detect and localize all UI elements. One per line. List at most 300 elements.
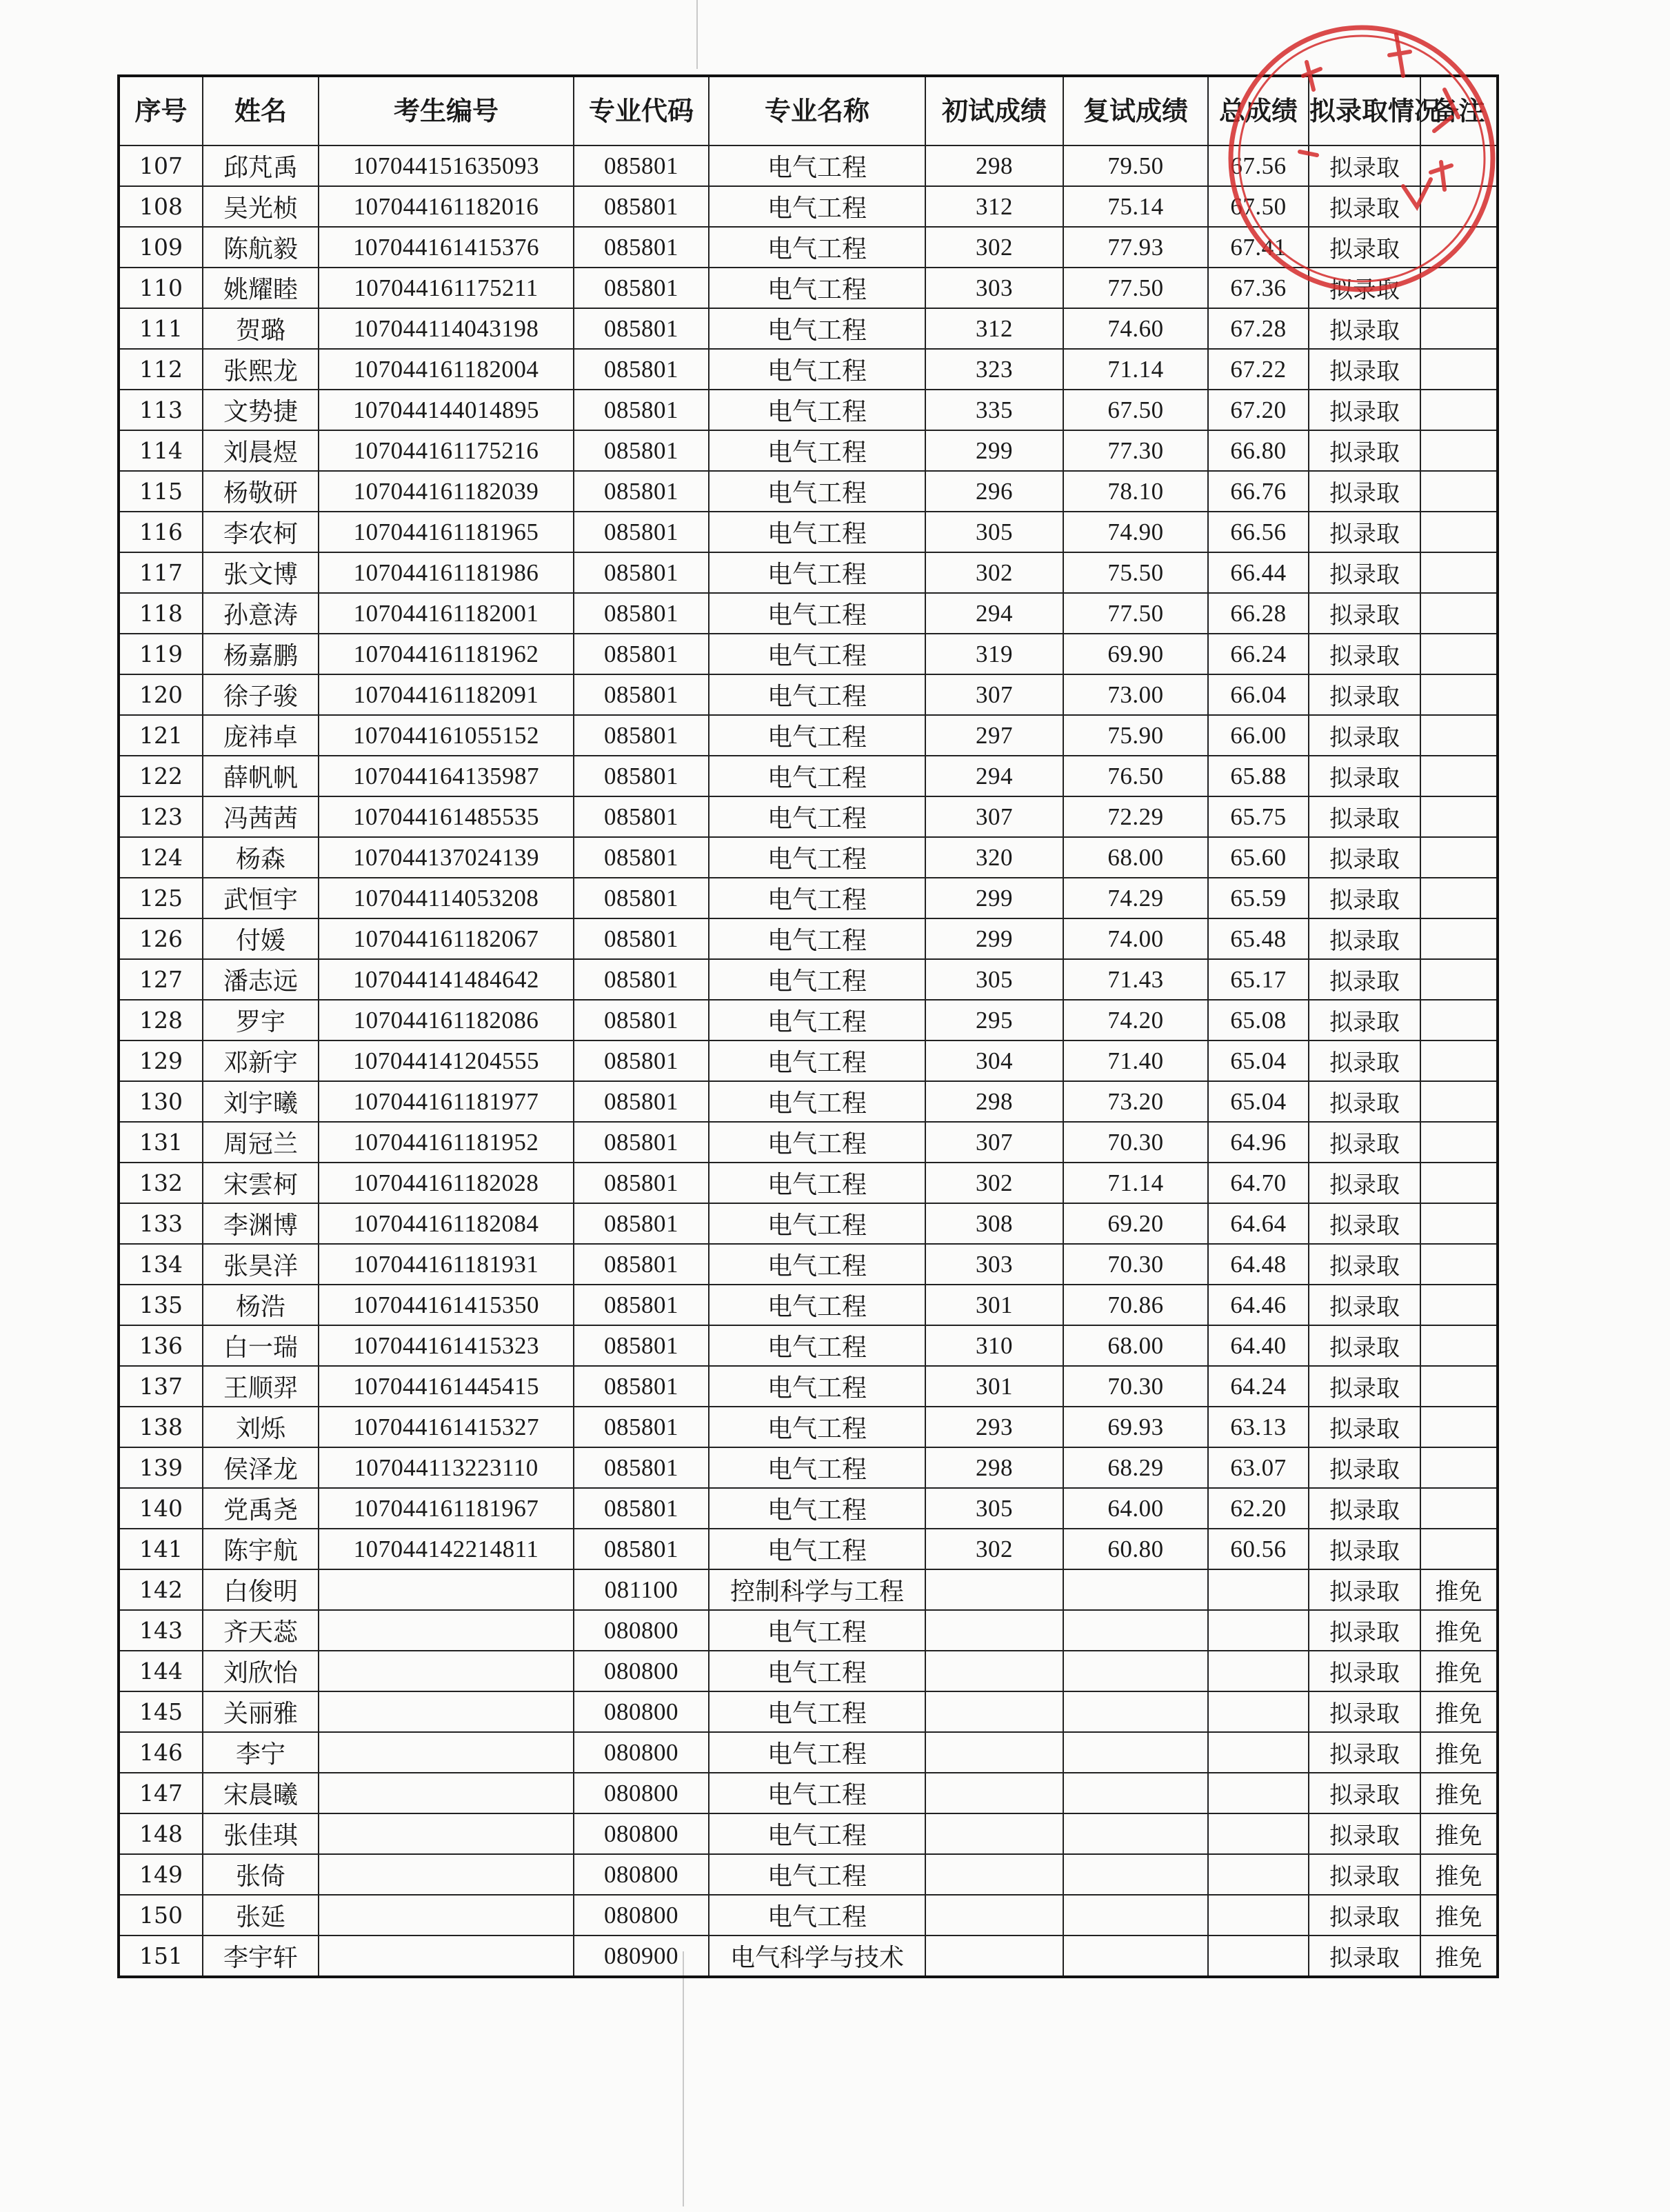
cell-admission-status: 拟录取	[1309, 1122, 1420, 1163]
cell-seq: 149	[119, 1854, 203, 1895]
cell-remarks	[1420, 878, 1498, 918]
cell-remarks	[1420, 1040, 1498, 1081]
cell-seq: 122	[119, 756, 203, 796]
cell-major-name: 电气工程	[709, 796, 925, 837]
cell-retest-score	[1063, 1651, 1208, 1691]
cell-total-score: 64.96	[1208, 1122, 1309, 1163]
cell-initial-score: 305	[925, 512, 1063, 552]
header-exam-id: 考生编号	[319, 76, 574, 145]
cell-major-code: 085801	[574, 674, 709, 715]
cell-total-score: 62.20	[1208, 1488, 1309, 1529]
cell-name: 付媛	[203, 918, 319, 959]
cell-name: 薛帆帆	[203, 756, 319, 796]
cell-admission-status: 拟录取	[1309, 1569, 1420, 1610]
cell-name: 王顺羿	[203, 1366, 319, 1407]
cell-major-code: 085801	[574, 1203, 709, 1244]
cell-major-name: 电气工程	[709, 512, 925, 552]
cell-remarks: 推免	[1420, 1813, 1498, 1854]
cell-seq: 121	[119, 715, 203, 756]
cell-initial-score: 307	[925, 796, 1063, 837]
cell-remarks	[1420, 1285, 1498, 1325]
cell-major-name: 电气工程	[709, 1488, 925, 1529]
cell-total-score: 66.24	[1208, 634, 1309, 674]
cell-exam-id: 107044151635093	[319, 145, 574, 186]
cell-major-code: 085801	[574, 1040, 709, 1081]
cell-exam-id: 107044141204555	[319, 1040, 574, 1081]
cell-major-code: 085801	[574, 268, 709, 308]
cell-remarks	[1420, 227, 1498, 268]
cell-retest-score	[1063, 1813, 1208, 1854]
cell-major-name: 电气工程	[709, 1813, 925, 1854]
cell-exam-id: 107044161055152	[319, 715, 574, 756]
cell-remarks: 推免	[1420, 1732, 1498, 1773]
cell-major-name: 电气工程	[709, 756, 925, 796]
cell-total-score	[1208, 1854, 1309, 1895]
cell-name: 武恒宇	[203, 878, 319, 918]
scan-fold-line-bottom	[683, 1951, 684, 2206]
cell-name: 张延	[203, 1895, 319, 1936]
cell-major-code: 085801	[574, 837, 709, 878]
cell-remarks	[1420, 756, 1498, 796]
cell-remarks	[1420, 186, 1498, 227]
cell-retest-score: 68.00	[1063, 1325, 1208, 1366]
cell-retest-score	[1063, 1569, 1208, 1610]
cell-initial-score	[925, 1936, 1063, 1977]
table-row	[119, 1325, 1498, 1366]
table-row	[119, 1040, 1498, 1081]
cell-major-name: 电气工程	[709, 1854, 925, 1895]
cell-major-name: 电气工程	[709, 1407, 925, 1447]
cell-major-name: 电气工程	[709, 1285, 925, 1325]
cell-admission-status: 拟录取	[1309, 1000, 1420, 1040]
cell-major-name: 电气工程	[709, 918, 925, 959]
cell-major-code: 085801	[574, 593, 709, 634]
table-row	[119, 430, 1498, 471]
cell-major-code: 085801	[574, 471, 709, 512]
cell-seq: 124	[119, 837, 203, 878]
cell-initial-score: 312	[925, 186, 1063, 227]
cell-remarks	[1420, 512, 1498, 552]
cell-name: 庞祎卓	[203, 715, 319, 756]
table-row	[119, 1529, 1498, 1569]
admission-table	[117, 74, 1499, 1978]
cell-retest-score: 77.30	[1063, 430, 1208, 471]
cell-initial-score: 302	[925, 1163, 1063, 1203]
cell-name: 张文博	[203, 552, 319, 593]
cell-major-code: 085801	[574, 390, 709, 430]
cell-major-name: 电气工程	[709, 1366, 925, 1407]
cell-seq: 115	[119, 471, 203, 512]
cell-exam-id	[319, 1854, 574, 1895]
cell-major-name: 电气工程	[709, 1081, 925, 1122]
cell-remarks	[1420, 1447, 1498, 1488]
table-row	[119, 634, 1498, 674]
table-body	[119, 145, 1498, 1977]
header-admission-status: 拟录取情况	[1309, 76, 1420, 145]
cell-admission-status: 拟录取	[1309, 349, 1420, 390]
cell-name: 侯泽龙	[203, 1447, 319, 1488]
cell-major-code: 085801	[574, 1529, 709, 1569]
cell-retest-score: 71.14	[1063, 1163, 1208, 1203]
cell-exam-id	[319, 1732, 574, 1773]
cell-major-name: 电气工程	[709, 878, 925, 918]
cell-admission-status: 拟录取	[1309, 186, 1420, 227]
cell-exam-id	[319, 1813, 574, 1854]
cell-total-score	[1208, 1936, 1309, 1977]
cell-seq: 133	[119, 1203, 203, 1244]
cell-initial-score	[925, 1569, 1063, 1610]
cell-name: 邱芃禹	[203, 145, 319, 186]
table-row	[119, 1122, 1498, 1163]
cell-retest-score: 70.30	[1063, 1244, 1208, 1285]
cell-admission-status: 拟录取	[1309, 471, 1420, 512]
cell-seq: 128	[119, 1000, 203, 1040]
cell-remarks	[1420, 145, 1498, 186]
cell-exam-id: 107044161415376	[319, 227, 574, 268]
table-row	[119, 959, 1498, 1000]
cell-exam-id: 107044161175211	[319, 268, 574, 308]
cell-seq: 136	[119, 1325, 203, 1366]
cell-major-code: 080800	[574, 1610, 709, 1651]
cell-seq: 119	[119, 634, 203, 674]
cell-admission-status: 拟录取	[1309, 1529, 1420, 1569]
cell-exam-id: 107044161485535	[319, 796, 574, 837]
cell-remarks	[1420, 1000, 1498, 1040]
cell-major-name: 电气工程	[709, 308, 925, 349]
cell-exam-id: 107044161181965	[319, 512, 574, 552]
cell-major-code: 080800	[574, 1854, 709, 1895]
cell-remarks	[1420, 308, 1498, 349]
cell-major-name: 电气工程	[709, 390, 925, 430]
cell-name: 宋晨曦	[203, 1773, 319, 1813]
cell-remarks	[1420, 715, 1498, 756]
cell-seq: 143	[119, 1610, 203, 1651]
cell-admission-status: 拟录取	[1309, 959, 1420, 1000]
cell-retest-score: 60.80	[1063, 1529, 1208, 1569]
cell-major-code: 085801	[574, 145, 709, 186]
cell-seq: 134	[119, 1244, 203, 1285]
cell-remarks	[1420, 1366, 1498, 1407]
cell-remarks	[1420, 837, 1498, 878]
cell-total-score: 64.40	[1208, 1325, 1309, 1366]
table-row	[119, 1488, 1498, 1529]
cell-major-name: 电气工程	[709, 1447, 925, 1488]
cell-admission-status: 拟录取	[1309, 1691, 1420, 1732]
cell-seq: 126	[119, 918, 203, 959]
cell-major-code: 085801	[574, 715, 709, 756]
cell-initial-score: 294	[925, 756, 1063, 796]
header-major-code: 专业代码	[574, 76, 709, 145]
table-row	[119, 674, 1498, 715]
cell-name: 刘欣怡	[203, 1651, 319, 1691]
table-row	[119, 1407, 1498, 1447]
cell-remarks	[1420, 268, 1498, 308]
cell-total-score: 64.46	[1208, 1285, 1309, 1325]
cell-name: 宋雲柯	[203, 1163, 319, 1203]
cell-name: 刘宇曦	[203, 1081, 319, 1122]
cell-major-name: 电气工程	[709, 837, 925, 878]
cell-name: 张熙龙	[203, 349, 319, 390]
cell-exam-id: 107044161181967	[319, 1488, 574, 1529]
cell-admission-status: 拟录取	[1309, 390, 1420, 430]
cell-retest-score: 64.00	[1063, 1488, 1208, 1529]
cell-seq: 123	[119, 796, 203, 837]
cell-major-code: 080800	[574, 1773, 709, 1813]
table-row	[119, 878, 1498, 918]
cell-admission-status: 拟录取	[1309, 1040, 1420, 1081]
cell-seq: 116	[119, 512, 203, 552]
cell-remarks	[1420, 634, 1498, 674]
cell-major-name: 电气工程	[709, 1325, 925, 1366]
cell-name: 杨森	[203, 837, 319, 878]
cell-initial-score: 295	[925, 1000, 1063, 1040]
cell-retest-score	[1063, 1854, 1208, 1895]
cell-initial-score: 299	[925, 430, 1063, 471]
cell-name: 陈航毅	[203, 227, 319, 268]
cell-major-code: 085801	[574, 430, 709, 471]
cell-remarks: 推免	[1420, 1936, 1498, 1977]
cell-total-score	[1208, 1569, 1309, 1610]
cell-retest-score: 69.90	[1063, 634, 1208, 674]
cell-major-name: 电气工程	[709, 349, 925, 390]
cell-initial-score: 305	[925, 1488, 1063, 1529]
cell-admission-status: 拟录取	[1309, 1813, 1420, 1854]
table-row	[119, 227, 1498, 268]
cell-retest-score: 71.43	[1063, 959, 1208, 1000]
table-row	[119, 1447, 1498, 1488]
table-row	[119, 918, 1498, 959]
cell-initial-score	[925, 1732, 1063, 1773]
cell-remarks	[1420, 1529, 1498, 1569]
cell-retest-score	[1063, 1732, 1208, 1773]
cell-remarks	[1420, 390, 1498, 430]
cell-seq: 129	[119, 1040, 203, 1081]
cell-retest-score: 76.50	[1063, 756, 1208, 796]
cell-name: 贺璐	[203, 308, 319, 349]
cell-remarks	[1420, 430, 1498, 471]
cell-remarks: 推免	[1420, 1651, 1498, 1691]
cell-name: 白俊明	[203, 1569, 319, 1610]
cell-major-name: 电气工程	[709, 1651, 925, 1691]
cell-major-name: 电气工程	[709, 1203, 925, 1244]
cell-major-name: 电气科学与技术	[709, 1936, 925, 1977]
cell-initial-score	[925, 1773, 1063, 1813]
cell-initial-score: 320	[925, 837, 1063, 878]
cell-seq: 108	[119, 186, 203, 227]
cell-initial-score	[925, 1854, 1063, 1895]
cell-name: 刘晨煜	[203, 430, 319, 471]
header-seq: 序号	[119, 76, 203, 145]
cell-major-code: 085801	[574, 1122, 709, 1163]
cell-remarks	[1420, 918, 1498, 959]
cell-exam-id: 107044161182004	[319, 349, 574, 390]
cell-exam-id: 107044161182028	[319, 1163, 574, 1203]
cell-retest-score: 74.29	[1063, 878, 1208, 918]
cell-seq: 138	[119, 1407, 203, 1447]
cell-seq: 132	[119, 1163, 203, 1203]
cell-initial-score: 301	[925, 1285, 1063, 1325]
cell-admission-status: 拟录取	[1309, 634, 1420, 674]
cell-name: 张昊洋	[203, 1244, 319, 1285]
cell-major-name: 电气工程	[709, 1122, 925, 1163]
cell-initial-score: 304	[925, 1040, 1063, 1081]
cell-total-score: 67.41	[1208, 227, 1309, 268]
cell-total-score: 64.64	[1208, 1203, 1309, 1244]
table-row	[119, 1000, 1498, 1040]
table-row	[119, 837, 1498, 878]
cell-retest-score: 73.00	[1063, 674, 1208, 715]
cell-total-score: 64.24	[1208, 1366, 1309, 1407]
cell-exam-id: 107044161182086	[319, 1000, 574, 1040]
cell-major-code: 080800	[574, 1732, 709, 1773]
cell-retest-score: 75.50	[1063, 552, 1208, 593]
cell-total-score	[1208, 1610, 1309, 1651]
cell-initial-score: 294	[925, 593, 1063, 634]
cell-exam-id: 107044161182091	[319, 674, 574, 715]
cell-seq: 150	[119, 1895, 203, 1936]
cell-exam-id: 107044164135987	[319, 756, 574, 796]
table-row	[119, 1203, 1498, 1244]
cell-remarks: 推免	[1420, 1854, 1498, 1895]
table-row	[119, 552, 1498, 593]
cell-total-score: 67.20	[1208, 390, 1309, 430]
cell-major-name: 电气工程	[709, 1529, 925, 1569]
header-name: 姓名	[203, 76, 319, 145]
header-remarks: 备注	[1420, 76, 1498, 145]
cell-total-score: 65.08	[1208, 1000, 1309, 1040]
cell-major-name: 电气工程	[709, 1773, 925, 1813]
cell-retest-score: 74.20	[1063, 1000, 1208, 1040]
table-row	[119, 1610, 1498, 1651]
table-row	[119, 756, 1498, 796]
table-row	[119, 796, 1498, 837]
header-initial-score: 初试成绩	[925, 76, 1063, 145]
cell-admission-status: 拟录取	[1309, 1651, 1420, 1691]
cell-seq: 109	[119, 227, 203, 268]
cell-major-code: 085801	[574, 1163, 709, 1203]
cell-name: 潘志远	[203, 959, 319, 1000]
cell-total-score: 66.56	[1208, 512, 1309, 552]
cell-seq: 151	[119, 1936, 203, 1977]
cell-admission-status: 拟录取	[1309, 1488, 1420, 1529]
cell-seq: 131	[119, 1122, 203, 1163]
cell-total-score: 64.70	[1208, 1163, 1309, 1203]
cell-admission-status: 拟录取	[1309, 756, 1420, 796]
cell-major-name: 电气工程	[709, 1895, 925, 1936]
cell-seq: 137	[119, 1366, 203, 1407]
cell-admission-status: 拟录取	[1309, 1285, 1420, 1325]
cell-name: 李宇轩	[203, 1936, 319, 1977]
cell-exam-id: 107044161182084	[319, 1203, 574, 1244]
table-row	[119, 1366, 1498, 1407]
cell-seq: 147	[119, 1773, 203, 1813]
cell-admission-status: 拟录取	[1309, 715, 1420, 756]
table-row	[119, 1569, 1498, 1610]
cell-seq: 114	[119, 430, 203, 471]
cell-exam-id: 107044141484642	[319, 959, 574, 1000]
cell-admission-status: 拟录取	[1309, 1732, 1420, 1773]
cell-seq: 111	[119, 308, 203, 349]
cell-major-name: 电气工程	[709, 1691, 925, 1732]
cell-seq: 139	[119, 1447, 203, 1488]
cell-major-code: 085801	[574, 878, 709, 918]
cell-total-score: 66.00	[1208, 715, 1309, 756]
cell-major-name: 电气工程	[709, 674, 925, 715]
cell-major-name: 电气工程	[709, 552, 925, 593]
cell-seq: 140	[119, 1488, 203, 1529]
cell-major-name: 电气工程	[709, 1732, 925, 1773]
cell-admission-status: 拟录取	[1309, 593, 1420, 634]
cell-retest-score: 74.00	[1063, 918, 1208, 959]
cell-admission-status: 拟录取	[1309, 1081, 1420, 1122]
cell-remarks: 推免	[1420, 1773, 1498, 1813]
cell-initial-score: 335	[925, 390, 1063, 430]
cell-initial-score: 299	[925, 878, 1063, 918]
cell-major-name: 电气工程	[709, 1610, 925, 1651]
cell-major-code: 081100	[574, 1569, 709, 1610]
cell-initial-score: 323	[925, 349, 1063, 390]
cell-major-name: 电气工程	[709, 430, 925, 471]
cell-retest-score: 77.50	[1063, 268, 1208, 308]
cell-exam-id: 107044161182016	[319, 186, 574, 227]
cell-major-code: 080900	[574, 1936, 709, 1977]
cell-seq: 142	[119, 1569, 203, 1610]
cell-retest-score: 74.60	[1063, 308, 1208, 349]
cell-remarks	[1420, 1122, 1498, 1163]
cell-initial-score: 293	[925, 1407, 1063, 1447]
cell-seq: 141	[119, 1529, 203, 1569]
cell-initial-score: 298	[925, 1081, 1063, 1122]
cell-initial-score	[925, 1691, 1063, 1732]
cell-remarks	[1420, 674, 1498, 715]
cell-major-name: 电气工程	[709, 471, 925, 512]
cell-total-score: 66.04	[1208, 674, 1309, 715]
cell-admission-status: 拟录取	[1309, 552, 1420, 593]
cell-major-code: 085801	[574, 1366, 709, 1407]
cell-initial-score: 303	[925, 268, 1063, 308]
cell-initial-score: 319	[925, 634, 1063, 674]
cell-major-name: 电气工程	[709, 186, 925, 227]
cell-exam-id: 107044114043198	[319, 308, 574, 349]
cell-seq: 145	[119, 1691, 203, 1732]
cell-major-name: 电气工程	[709, 1163, 925, 1203]
cell-exam-id: 107044161415323	[319, 1325, 574, 1366]
cell-remarks: 推免	[1420, 1895, 1498, 1936]
cell-name: 姚耀睦	[203, 268, 319, 308]
cell-admission-status: 拟录取	[1309, 1325, 1420, 1366]
cell-name: 罗宇	[203, 1000, 319, 1040]
cell-total-score	[1208, 1651, 1309, 1691]
cell-major-code: 080800	[574, 1895, 709, 1936]
cell-total-score: 67.36	[1208, 268, 1309, 308]
cell-exam-id: 107044161445415	[319, 1366, 574, 1407]
cell-seq: 118	[119, 593, 203, 634]
cell-admission-status: 拟录取	[1309, 918, 1420, 959]
cell-exam-id: 107044161182039	[319, 471, 574, 512]
cell-admission-status: 拟录取	[1309, 878, 1420, 918]
cell-remarks: 推免	[1420, 1691, 1498, 1732]
cell-total-score: 65.48	[1208, 918, 1309, 959]
cell-total-score	[1208, 1895, 1309, 1936]
cell-exam-id: 107044161175216	[319, 430, 574, 471]
cell-name: 孙意涛	[203, 593, 319, 634]
cell-major-code: 085801	[574, 1000, 709, 1040]
table-row	[119, 1773, 1498, 1813]
cell-name: 党禹尧	[203, 1488, 319, 1529]
cell-initial-score: 307	[925, 1122, 1063, 1163]
cell-name: 杨嘉鹏	[203, 634, 319, 674]
cell-total-score	[1208, 1691, 1309, 1732]
